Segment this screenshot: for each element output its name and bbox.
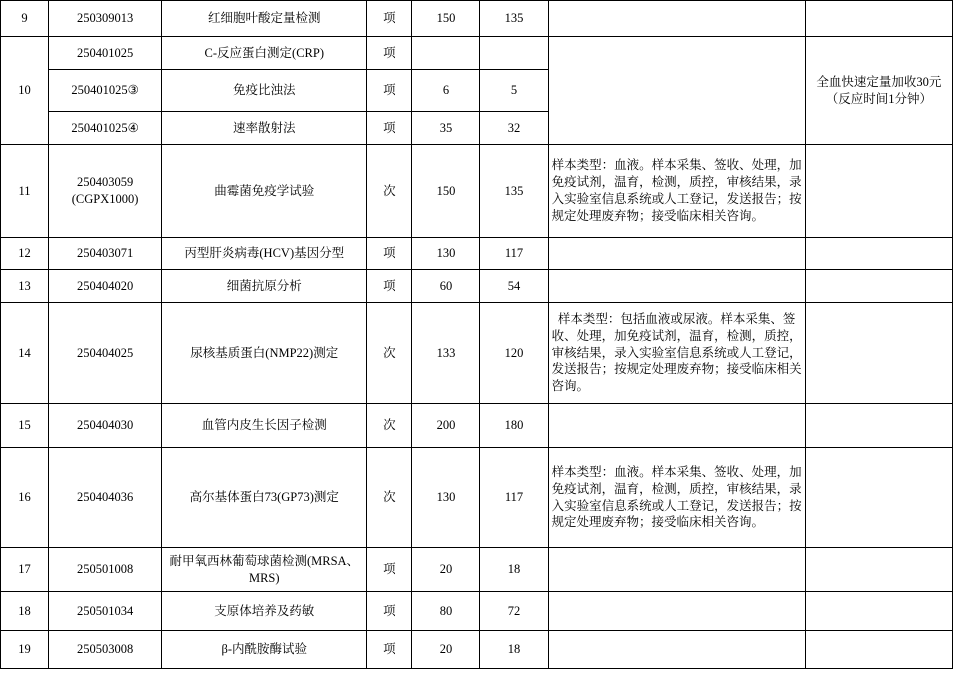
cell-price-level3: 200 <box>412 404 480 448</box>
cell-description <box>548 592 805 631</box>
cell-price-level2: 18 <box>480 548 548 592</box>
table-row <box>1 145 953 238</box>
cell-code-line1: 250403059 <box>76 175 134 190</box>
cell-name: 细菌抗原分析 <box>162 270 367 303</box>
cell-description <box>548 270 805 303</box>
cell-no: 10 <box>1 37 49 145</box>
cell-code-line2: (CGPX1000) <box>71 192 139 206</box>
cell-code: 250501008 <box>49 548 162 592</box>
cell-price-level2: 135 <box>480 1 548 37</box>
cell-remark <box>805 270 952 303</box>
cell-name: 丙型肝炎病毒(HCV)基因分型 <box>162 238 367 270</box>
cell-remark <box>805 448 952 548</box>
cell-price-level2: 180 <box>480 404 548 448</box>
cell-code: 250501034 <box>49 592 162 631</box>
cell-unit: 项 <box>367 631 412 669</box>
cell-name: C-反应蛋白测定(CRP) <box>162 37 367 70</box>
cell-unit: 项 <box>367 70 412 112</box>
cell-unit: 项 <box>367 112 412 145</box>
cell-remark <box>805 238 952 270</box>
cell-price-level2: 72 <box>480 592 548 631</box>
cell-name: 耐甲氧西林葡萄球菌检测(MRSA、MRS) <box>162 548 367 592</box>
cell-no: 14 <box>1 303 49 404</box>
cell-price-level2: 135 <box>480 145 548 238</box>
cell-unit: 项 <box>367 592 412 631</box>
cell-code: 250401025 <box>49 37 162 70</box>
cell-description <box>548 631 805 669</box>
cell-no: 16 <box>1 448 49 548</box>
cell-remark <box>805 404 952 448</box>
cell-price-level3: 80 <box>412 592 480 631</box>
table-row <box>1 448 953 548</box>
cell-remark <box>805 548 952 592</box>
cell-price-level3: 130 <box>412 448 480 548</box>
cell-name: 高尔基体蛋白73(GP73)测定 <box>162 448 367 548</box>
cell-name: 速率散射法 <box>162 112 367 145</box>
cell-price-level2: 120 <box>480 303 548 404</box>
cell-description: 样本类型：血液。样本采集、签收、处理，加免疫试剂，温育，检测，质控，审核结果，录入实验室信息系统或人工登记，发送报告；按规定处理废弃物；接受临床相关咨询。 <box>548 145 805 238</box>
cell-name: 红细胞叶酸定量检测 <box>162 1 367 37</box>
cell-name: 血管内皮生长因子检测 <box>162 404 367 448</box>
cell-price-level3 <box>412 37 480 70</box>
cell-price-level3: 20 <box>412 548 480 592</box>
cell-code: 250309013 <box>49 1 162 37</box>
cell-unit: 项 <box>367 270 412 303</box>
cell-code: 250404036 <box>49 448 162 548</box>
cell-no: 13 <box>1 270 49 303</box>
cell-unit: 次 <box>367 404 412 448</box>
cell-unit: 次 <box>367 145 412 238</box>
cell-price-level2: 54 <box>480 270 548 303</box>
cell-price-level3: 130 <box>412 238 480 270</box>
cell-name: 尿核基质蛋白(NMP22)测定 <box>162 303 367 404</box>
cell-code: 250404020 <box>49 270 162 303</box>
cell-description <box>548 1 805 37</box>
cell-remark <box>805 303 952 404</box>
cell-no: 15 <box>1 404 49 448</box>
cell-name: 支原体培养及药敏 <box>162 592 367 631</box>
cell-remark <box>805 592 952 631</box>
cell-remark <box>805 631 952 669</box>
cell-price-level3: 150 <box>412 1 480 37</box>
cell-price-level3: 20 <box>412 631 480 669</box>
cell-unit: 项 <box>367 548 412 592</box>
table-row <box>1 238 953 270</box>
cell-name: 曲霉菌免疫学试验 <box>162 145 367 238</box>
cell-price-level3: 35 <box>412 112 480 145</box>
table-row <box>1 1 953 37</box>
table-body <box>1 1 953 669</box>
table-row <box>1 303 953 404</box>
table-row <box>1 270 953 303</box>
cell-code: 250404025 <box>49 303 162 404</box>
cell-price-level2: 117 <box>480 238 548 270</box>
cell-price-level2: 18 <box>480 631 548 669</box>
cell-price-level3: 6 <box>412 70 480 112</box>
cell-description <box>548 37 805 145</box>
cell-price-level3: 60 <box>412 270 480 303</box>
cell-unit: 次 <box>367 448 412 548</box>
cell-remark: 全血快速定量加收30元（反应时间1分钟） <box>805 37 952 145</box>
cell-code: 250404030 <box>49 404 162 448</box>
table-row <box>1 592 953 631</box>
cell-remark <box>805 145 952 238</box>
cell-price-level2 <box>480 37 548 70</box>
cell-no: 11 <box>1 145 49 238</box>
cell-no: 19 <box>1 631 49 669</box>
cell-unit: 项 <box>367 37 412 70</box>
cell-unit: 项 <box>367 1 412 37</box>
cell-no: 9 <box>1 1 49 37</box>
cell-code: 250403071 <box>49 238 162 270</box>
cell-price-level2: 5 <box>480 70 548 112</box>
cell-code: 250401025③ <box>49 70 162 112</box>
table-row <box>1 37 953 70</box>
cell-no: 18 <box>1 592 49 631</box>
cell-description <box>548 404 805 448</box>
table-row <box>1 548 953 592</box>
cell-price-level3: 133 <box>412 303 480 404</box>
table-row <box>1 631 953 669</box>
cell-code <box>49 145 162 238</box>
cell-price-level2: 117 <box>480 448 548 548</box>
table-row <box>1 404 953 448</box>
cell-unit: 项 <box>367 238 412 270</box>
cell-code: 250503008 <box>49 631 162 669</box>
cell-name: 免疫比浊法 <box>162 70 367 112</box>
cell-remark <box>805 1 952 37</box>
cell-description <box>548 238 805 270</box>
cell-description: 样本类型：包括血液或尿液。样本采集、签收、处理，加免疫试剂，温育，检测，质控，审核结果，录入实验室信息系统或人工登记，发送报告；按规定处理废弃物；接受临床相关咨询。 <box>548 303 805 404</box>
cell-no: 17 <box>1 548 49 592</box>
cell-price-level3: 150 <box>412 145 480 238</box>
cell-unit: 次 <box>367 303 412 404</box>
cell-description: 样本类型：血液。样本采集、签收、处理，加免疫试剂，温育，检测，质控，审核结果，录入实验室信息系统或人工登记，发送报告；按规定处理废弃物；接受临床相关咨询。 <box>548 448 805 548</box>
cell-price-level2: 32 <box>480 112 548 145</box>
cell-no: 12 <box>1 238 49 270</box>
cell-code: 250401025④ <box>49 112 162 145</box>
cell-name: β-内酰胺酶试验 <box>162 631 367 669</box>
cell-description <box>548 548 805 592</box>
